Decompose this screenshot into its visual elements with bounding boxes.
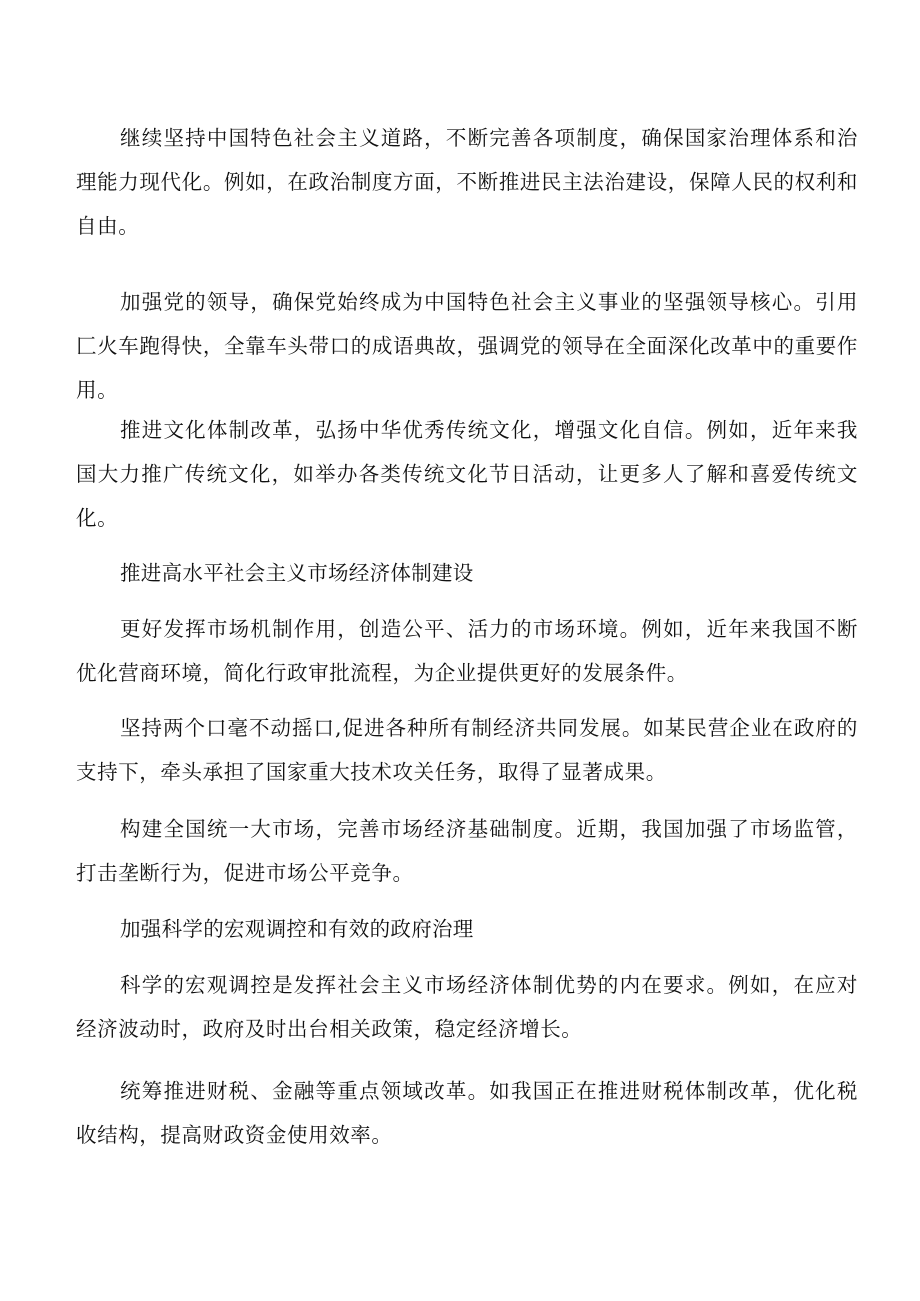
section-heading-macro-control: 加强科学的宏观调控和有效的政府治理: [120, 917, 474, 941]
paragraph-culture-reform: 推进文化体制改革，弘扬中华优秀传统文化，增强文化自信。例如，近年来我国大力推广传统文化，如举办各类传统文化节日活动，让更多人了解和喜爱传统文化。: [76, 418, 858, 530]
paragraph-macro-control: 科学的宏观调控是发挥社会主义市场经济体制优势的内在要求。例如，在应对经济波动时，政府及时出台相关政策，稳定经济增长。: [76, 973, 858, 1041]
paragraph-market-mechanism: 更好发挥市场机制作用，创造公平、活力的市场环境。例如，近年来我国不断优化营商环境，简化行政审批流程，为企业提供更好的发展条件。: [76, 617, 858, 685]
paragraph-governance: 继续坚持中国特色社会主义道路，不断完善各项制度，确保国家治理体系和治理能力现代化。例如，在政治制度方面，不断推进民主法治建设，保障人民的权利和自由。: [76, 126, 858, 238]
paragraph-party-leadership: 加强党的领导，确保党始终成为中国特色社会主义事业的坚强领导核心。引用匚火车跑得快，全靠车头带口的成语典故，强调党的领导在全面深化改革中的重要作用。: [76, 290, 858, 402]
section-heading-market-economy: 推进高水平社会主义市场经济体制建设: [120, 561, 474, 585]
paragraph-fiscal-reform: 统筹推进财税、金融等重点领域改革。如我国正在推进财税体制改革，优化税收结构，提高财政资金使用效率。: [76, 1079, 858, 1147]
paragraph-unified-market: 构建全国统一大市场，完善市场经济基础制度。近期，我国加强了市场监管，打击垄断行为，促进市场公平竞争。: [76, 817, 858, 885]
paragraph-ownership-economy: 坚持两个口毫不动摇口,促进各种所有制经济共同发展。如某民营企业在政府的支持下，牵头承担了国家重大技术攻关任务，取得了显著成果。: [76, 716, 858, 784]
